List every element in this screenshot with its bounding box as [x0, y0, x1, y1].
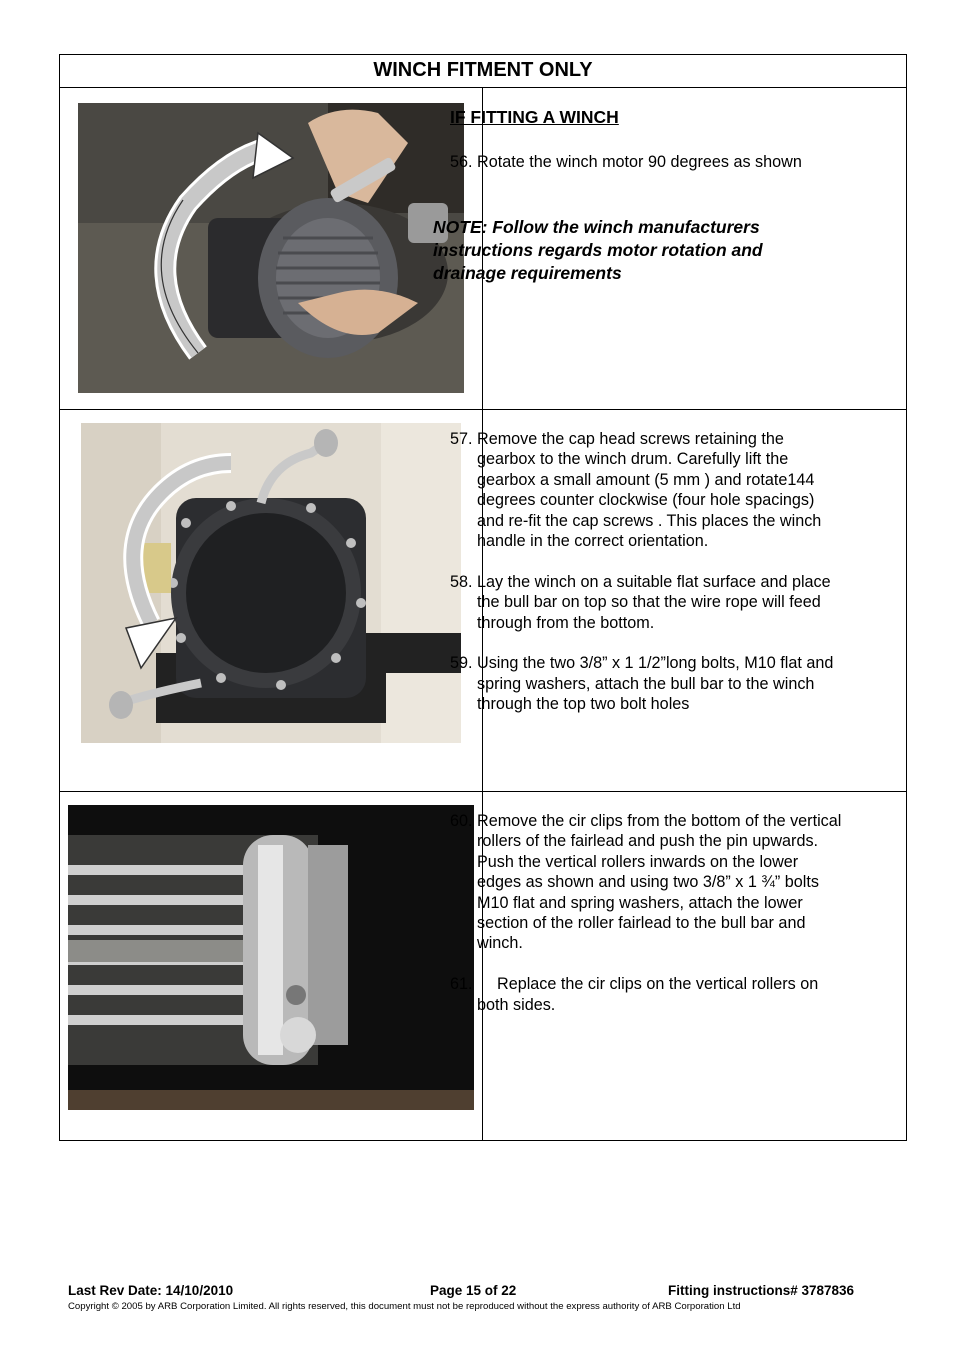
photo-roller-fairlead: [68, 805, 474, 1110]
row-divider: [60, 409, 906, 410]
step-list: [450, 152, 845, 172]
step-text: Using the two 3/8” x 1 1/2”long bolts, M10 flat and spring washers, attach the bull bar to the winch through the top two bolt holes: [477, 654, 834, 714]
photo-gearbox-rotation: [81, 423, 461, 743]
step-number: 60.: [450, 812, 473, 830]
step-number: 61.: [450, 975, 473, 994]
step-text: Replace the cir clips on the vertical rollers on both sides.: [477, 975, 819, 1014]
step-text: Remove the cap head screws retaining the gearbox to the winch drum. Carefully lift the gearbox a small amount (5 mm ) and rotate144 degrees counter clockwise (four hole spacings) and re-fit the cap screws . This places the winch handle in the correct orientation.: [477, 430, 822, 551]
section-title: WINCH FITMENT ONLY: [60, 55, 906, 88]
page-number: Page 15 of 22: [430, 1283, 517, 1298]
step-number: 57.: [450, 430, 473, 448]
list-item: [450, 572, 845, 633]
fitting-instructions-number: Fitting instructions# 3787836: [668, 1283, 855, 1298]
list-item: [450, 653, 845, 714]
list-item: [450, 429, 845, 551]
step-list: [450, 429, 845, 715]
step-text: Remove the cir clips from the bottom of the vertical rollers of the fairlead and push the pin upwards. Push the vertical rollers inwards on the lower edges as shown and using two 3/8” x 1 ¾” bolts M10 flat and spring washers, attach the lower section of the roller fairlead to the bull bar and winch.: [477, 812, 842, 953]
last-rev-date: Last Rev Date: 14/10/2010: [68, 1283, 234, 1298]
manufacturer-note: NOTE: Follow the winch manufacturers instructions regards motor rotation and drainage requirements: [433, 217, 763, 283]
list-item: [450, 974, 845, 1015]
copyright-notice: Copyright © 2005 by ARB Corporation Limited. All rights reserved, this document must not be reproduced without the express authority of ARB Corporation Ltd: [68, 1301, 741, 1312]
row-divider: [60, 791, 906, 792]
step-number: 58.: [450, 572, 473, 591]
winch-fitting-heading: IF FITTING A WINCH: [450, 107, 619, 127]
step-number: 56.: [450, 153, 473, 171]
step-list: [450, 811, 845, 1015]
list-item: [450, 152, 845, 172]
step-text: Rotate the winch motor 90 degrees as shown: [477, 153, 802, 171]
photo-winch-motor-rotation: [78, 103, 464, 393]
list-item: [450, 811, 845, 954]
page-footer: [68, 1283, 888, 1312]
step-number: 59.: [450, 654, 473, 673]
step-text: Lay the winch on a suitable flat surface and place the bull bar on top so that the wire rope will feed through from the bottom.: [477, 572, 831, 632]
